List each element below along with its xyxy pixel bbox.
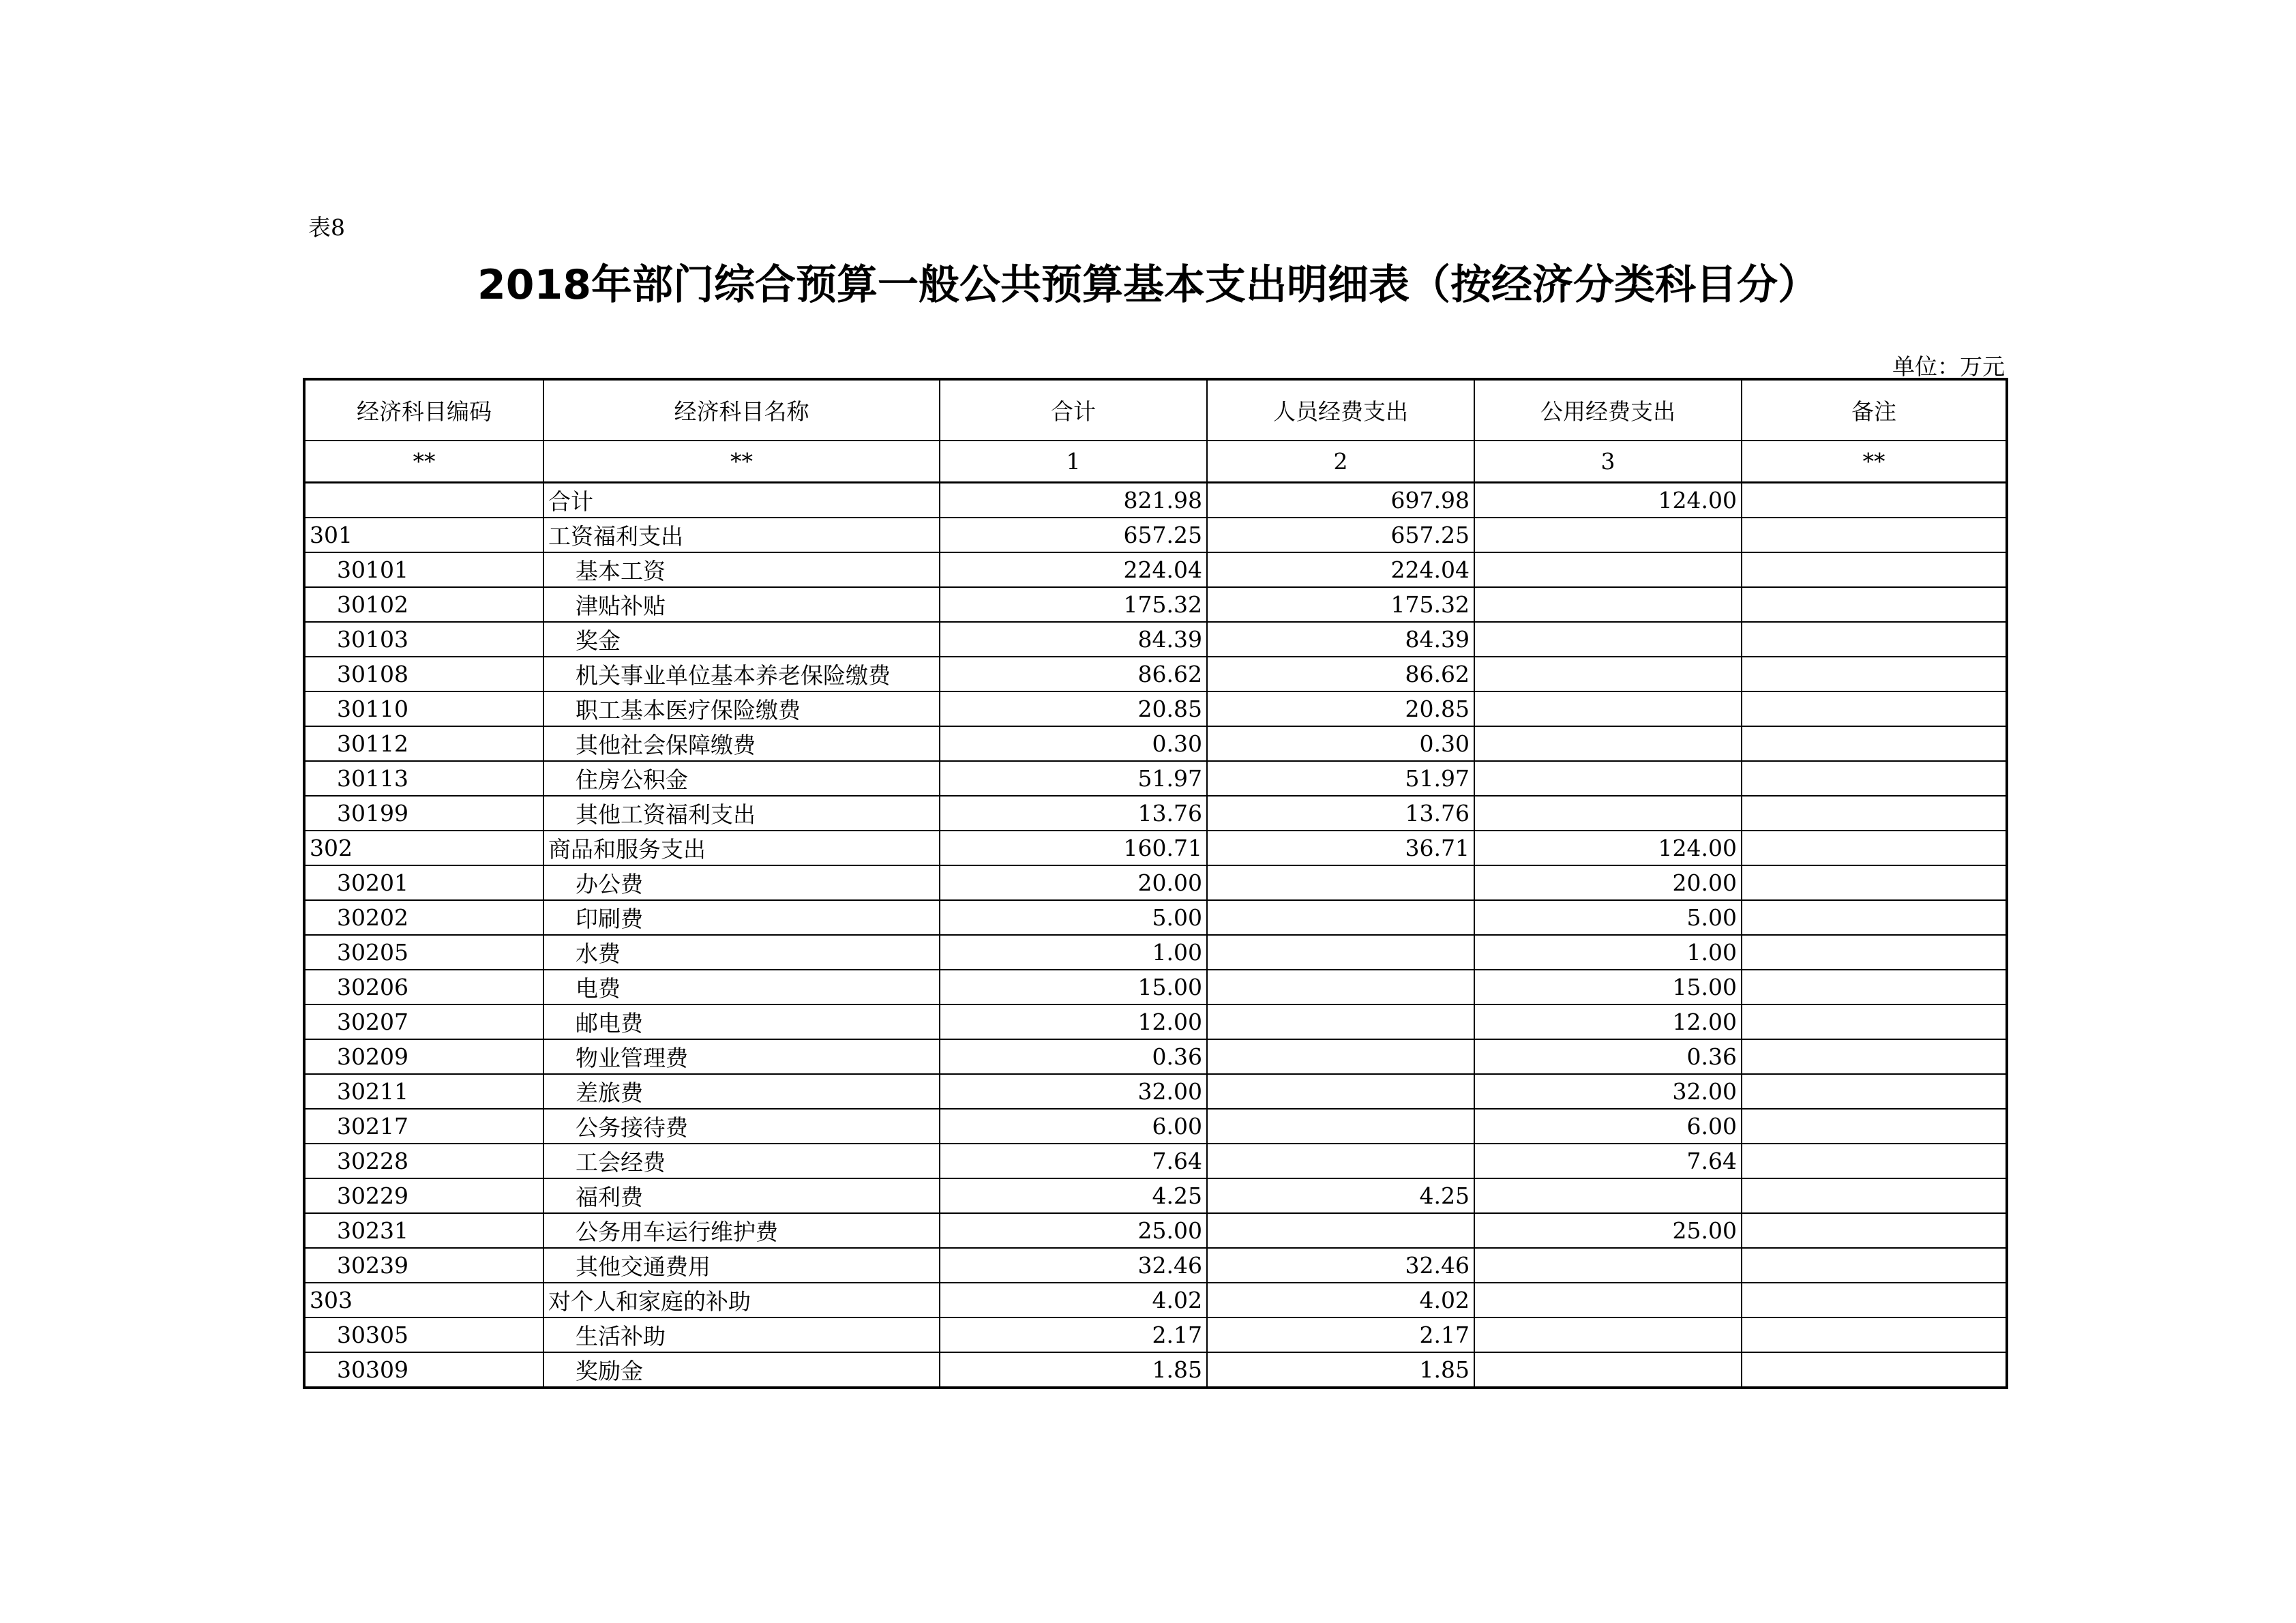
cell-note	[1742, 1074, 2007, 1109]
cell-personnel: 86.62	[1207, 657, 1474, 691]
cell-note	[1742, 761, 2007, 796]
cell-note	[1742, 865, 2007, 900]
cell-code: 30211	[304, 1074, 543, 1109]
cell-total: 224.04	[940, 552, 1207, 587]
cell-total: 0.30	[940, 726, 1207, 761]
cell-total: 2.17	[940, 1317, 1207, 1352]
cell-note	[1742, 900, 2007, 935]
table-row	[304, 657, 2007, 691]
cell-personnel: 657.25	[1207, 518, 1474, 552]
cell-public: 6.00	[1474, 1109, 1742, 1144]
cell-name: 机关事业单位基本养老保险缴费	[543, 657, 940, 691]
cell-personnel: 224.04	[1207, 552, 1474, 587]
cell-public: 0.36	[1474, 1039, 1742, 1074]
cell-code: 30102	[304, 587, 543, 622]
cell-public: 32.00	[1474, 1074, 1742, 1109]
cell-public	[1474, 552, 1742, 587]
cell-note	[1742, 691, 2007, 726]
cell-public	[1474, 657, 1742, 691]
cell-name: 福利费	[543, 1178, 940, 1213]
cell-personnel: 2.17	[1207, 1317, 1474, 1352]
table-row	[304, 1039, 2007, 1074]
cell-name: 水费	[543, 935, 940, 970]
cell-code: 30217	[304, 1109, 543, 1144]
cell-personnel	[1207, 970, 1474, 1004]
cell-total: 15.00	[940, 970, 1207, 1004]
cell-code: 30202	[304, 900, 543, 935]
cell-public: 15.00	[1474, 970, 1742, 1004]
cell-code: 30209	[304, 1039, 543, 1074]
table-row	[304, 1317, 2007, 1352]
cell-name: 邮电费	[543, 1004, 940, 1039]
table-row	[304, 1213, 2007, 1248]
cell-name: 基本工资	[543, 552, 940, 587]
cell-name: 奖金	[543, 622, 940, 657]
table-row	[304, 518, 2007, 552]
cell-note	[1742, 1283, 2007, 1317]
cell-public	[1474, 587, 1742, 622]
table-row	[304, 761, 2007, 796]
cell-name: 津贴补贴	[543, 587, 940, 622]
cell-personnel: 36.71	[1207, 831, 1474, 865]
cell-code: 301	[304, 518, 543, 552]
cell-total: 5.00	[940, 900, 1207, 935]
index-row	[304, 441, 2007, 483]
cell-note	[1742, 657, 2007, 691]
cell-total: 1.00	[940, 935, 1207, 970]
header-code: 经济科目编码	[304, 379, 543, 441]
cell-note	[1742, 483, 2007, 518]
cell-code: 30201	[304, 865, 543, 900]
table-row	[304, 1283, 2007, 1317]
header-name: 经济科目名称	[543, 379, 940, 441]
cell-note	[1742, 1213, 2007, 1248]
cell-personnel	[1207, 935, 1474, 970]
cell-note	[1742, 622, 2007, 657]
cell-public	[1474, 726, 1742, 761]
cell-total: 4.25	[940, 1178, 1207, 1213]
cell-public: 1.00	[1474, 935, 1742, 970]
cell-name: 对个人和家庭的补助	[543, 1283, 940, 1317]
table-row	[304, 1352, 2007, 1388]
table-row	[304, 587, 2007, 622]
header-total: 合计	[940, 379, 1207, 441]
cell-note	[1742, 796, 2007, 831]
index-cell: **	[304, 441, 543, 483]
cell-code: 30207	[304, 1004, 543, 1039]
cell-name: 公务接待费	[543, 1109, 940, 1144]
cell-public	[1474, 518, 1742, 552]
cell-total: 4.02	[940, 1283, 1207, 1317]
cell-personnel: 13.76	[1207, 796, 1474, 831]
cell-total: 175.32	[940, 587, 1207, 622]
cell-public	[1474, 691, 1742, 726]
index-cell: 2	[1207, 441, 1474, 483]
cell-note	[1742, 970, 2007, 1004]
cell-note	[1742, 831, 2007, 865]
table-row	[304, 1109, 2007, 1144]
header-public: 公用经费支出	[1474, 379, 1742, 441]
cell-name: 工会经费	[543, 1144, 940, 1178]
cell-total: 12.00	[940, 1004, 1207, 1039]
cell-public	[1474, 796, 1742, 831]
index-cell: 1	[940, 441, 1207, 483]
table-row	[304, 970, 2007, 1004]
cell-note	[1742, 1317, 2007, 1352]
cell-personnel	[1207, 1109, 1474, 1144]
cell-total: 25.00	[940, 1213, 1207, 1248]
table-row	[304, 865, 2007, 900]
table-row	[304, 1144, 2007, 1178]
cell-personnel	[1207, 1213, 1474, 1248]
cell-name: 住房公积金	[543, 761, 940, 796]
cell-public: 12.00	[1474, 1004, 1742, 1039]
table-number: 表8	[308, 214, 345, 241]
index-cell: 3	[1474, 441, 1742, 483]
cell-total: 6.00	[940, 1109, 1207, 1144]
cell-code: 30229	[304, 1178, 543, 1213]
cell-note	[1742, 1178, 2007, 1213]
cell-name: 差旅费	[543, 1074, 940, 1109]
cell-personnel: 1.85	[1207, 1352, 1474, 1388]
cell-name: 奖励金	[543, 1352, 940, 1388]
cell-code: 302	[304, 831, 543, 865]
cell-name: 电费	[543, 970, 940, 1004]
cell-personnel: 697.98	[1207, 483, 1474, 518]
cell-personnel	[1207, 1004, 1474, 1039]
cell-note	[1742, 587, 2007, 622]
cell-public	[1474, 622, 1742, 657]
cell-code: 30239	[304, 1248, 543, 1283]
cell-total: 0.36	[940, 1039, 1207, 1074]
cell-public: 124.00	[1474, 831, 1742, 865]
page-title: 2018年部门综合预算一般公共预算基本支出明细表（按经济分类科目分）	[477, 261, 1819, 309]
cell-code: 30228	[304, 1144, 543, 1178]
cell-code: 303	[304, 1283, 543, 1317]
cell-name: 办公费	[543, 865, 940, 900]
cell-code: 30101	[304, 552, 543, 587]
cell-name: 合计	[543, 483, 940, 518]
cell-code: 30309	[304, 1352, 543, 1388]
table-row	[304, 831, 2007, 865]
cell-personnel	[1207, 1144, 1474, 1178]
cell-total: 51.97	[940, 761, 1207, 796]
cell-public	[1474, 1352, 1742, 1388]
cell-personnel	[1207, 1039, 1474, 1074]
cell-code: 30206	[304, 970, 543, 1004]
cell-public: 5.00	[1474, 900, 1742, 935]
cell-public: 7.64	[1474, 1144, 1742, 1178]
cell-name: 其他工资福利支出	[543, 796, 940, 831]
cell-note	[1742, 1352, 2007, 1388]
cell-total: 84.39	[940, 622, 1207, 657]
cell-public	[1474, 1178, 1742, 1213]
cell-personnel: 4.25	[1207, 1178, 1474, 1213]
cell-note	[1742, 935, 2007, 970]
cell-personnel	[1207, 1074, 1474, 1109]
cell-personnel: 51.97	[1207, 761, 1474, 796]
table-row	[304, 900, 2007, 935]
cell-total: 160.71	[940, 831, 1207, 865]
index-cell: **	[543, 441, 940, 483]
header-note: 备注	[1742, 379, 2007, 441]
cell-code	[304, 483, 543, 518]
cell-personnel: 4.02	[1207, 1283, 1474, 1317]
cell-public	[1474, 1283, 1742, 1317]
cell-total: 821.98	[940, 483, 1207, 518]
cell-name: 其他交通费用	[543, 1248, 940, 1283]
cell-name: 物业管理费	[543, 1039, 940, 1074]
table-row	[304, 726, 2007, 761]
cell-code: 30199	[304, 796, 543, 831]
cell-note	[1742, 1109, 2007, 1144]
cell-name: 职工基本医疗保险缴费	[543, 691, 940, 726]
cell-name: 印刷费	[543, 900, 940, 935]
cell-code: 30103	[304, 622, 543, 657]
cell-personnel: 84.39	[1207, 622, 1474, 657]
table-row	[304, 1248, 2007, 1283]
table-row	[304, 935, 2007, 970]
header-row	[304, 379, 2007, 441]
index-cell: **	[1742, 441, 2007, 483]
cell-public	[1474, 1317, 1742, 1352]
cell-total: 7.64	[940, 1144, 1207, 1178]
cell-personnel: 20.85	[1207, 691, 1474, 726]
table-row	[304, 796, 2007, 831]
budget-table	[303, 378, 2008, 1389]
cell-note	[1742, 1039, 2007, 1074]
cell-personnel	[1207, 865, 1474, 900]
cell-code: 30112	[304, 726, 543, 761]
cell-public	[1474, 761, 1742, 796]
cell-code: 30231	[304, 1213, 543, 1248]
cell-total: 32.00	[940, 1074, 1207, 1109]
cell-total: 86.62	[940, 657, 1207, 691]
cell-personnel: 32.46	[1207, 1248, 1474, 1283]
table-row	[304, 1004, 2007, 1039]
cell-name: 商品和服务支出	[543, 831, 940, 865]
table-row	[304, 483, 2007, 518]
table-row	[304, 1178, 2007, 1213]
cell-total: 13.76	[940, 796, 1207, 831]
cell-code: 30205	[304, 935, 543, 970]
cell-personnel: 0.30	[1207, 726, 1474, 761]
table-row	[304, 691, 2007, 726]
cell-code: 30110	[304, 691, 543, 726]
cell-code: 30305	[304, 1317, 543, 1352]
cell-note	[1742, 518, 2007, 552]
cell-note	[1742, 552, 2007, 587]
cell-total: 32.46	[940, 1248, 1207, 1283]
cell-public: 25.00	[1474, 1213, 1742, 1248]
cell-total: 657.25	[940, 518, 1207, 552]
cell-name: 公务用车运行维护费	[543, 1213, 940, 1248]
cell-public: 20.00	[1474, 865, 1742, 900]
cell-personnel: 175.32	[1207, 587, 1474, 622]
cell-public	[1474, 1248, 1742, 1283]
cell-note	[1742, 726, 2007, 761]
cell-note	[1742, 1248, 2007, 1283]
cell-code: 30113	[304, 761, 543, 796]
cell-name: 其他社会保障缴费	[543, 726, 940, 761]
cell-total: 20.85	[940, 691, 1207, 726]
cell-total: 20.00	[940, 865, 1207, 900]
header-personnel: 人员经费支出	[1207, 379, 1474, 441]
cell-code: 30108	[304, 657, 543, 691]
unit-label: 单位：万元	[1892, 353, 2005, 380]
cell-note	[1742, 1144, 2007, 1178]
cell-name: 工资福利支出	[543, 518, 940, 552]
cell-total: 1.85	[940, 1352, 1207, 1388]
table-row	[304, 552, 2007, 587]
cell-note	[1742, 1004, 2007, 1039]
table-row	[304, 622, 2007, 657]
cell-name: 生活补助	[543, 1317, 940, 1352]
table-row	[304, 1074, 2007, 1109]
cell-public: 124.00	[1474, 483, 1742, 518]
cell-personnel	[1207, 900, 1474, 935]
